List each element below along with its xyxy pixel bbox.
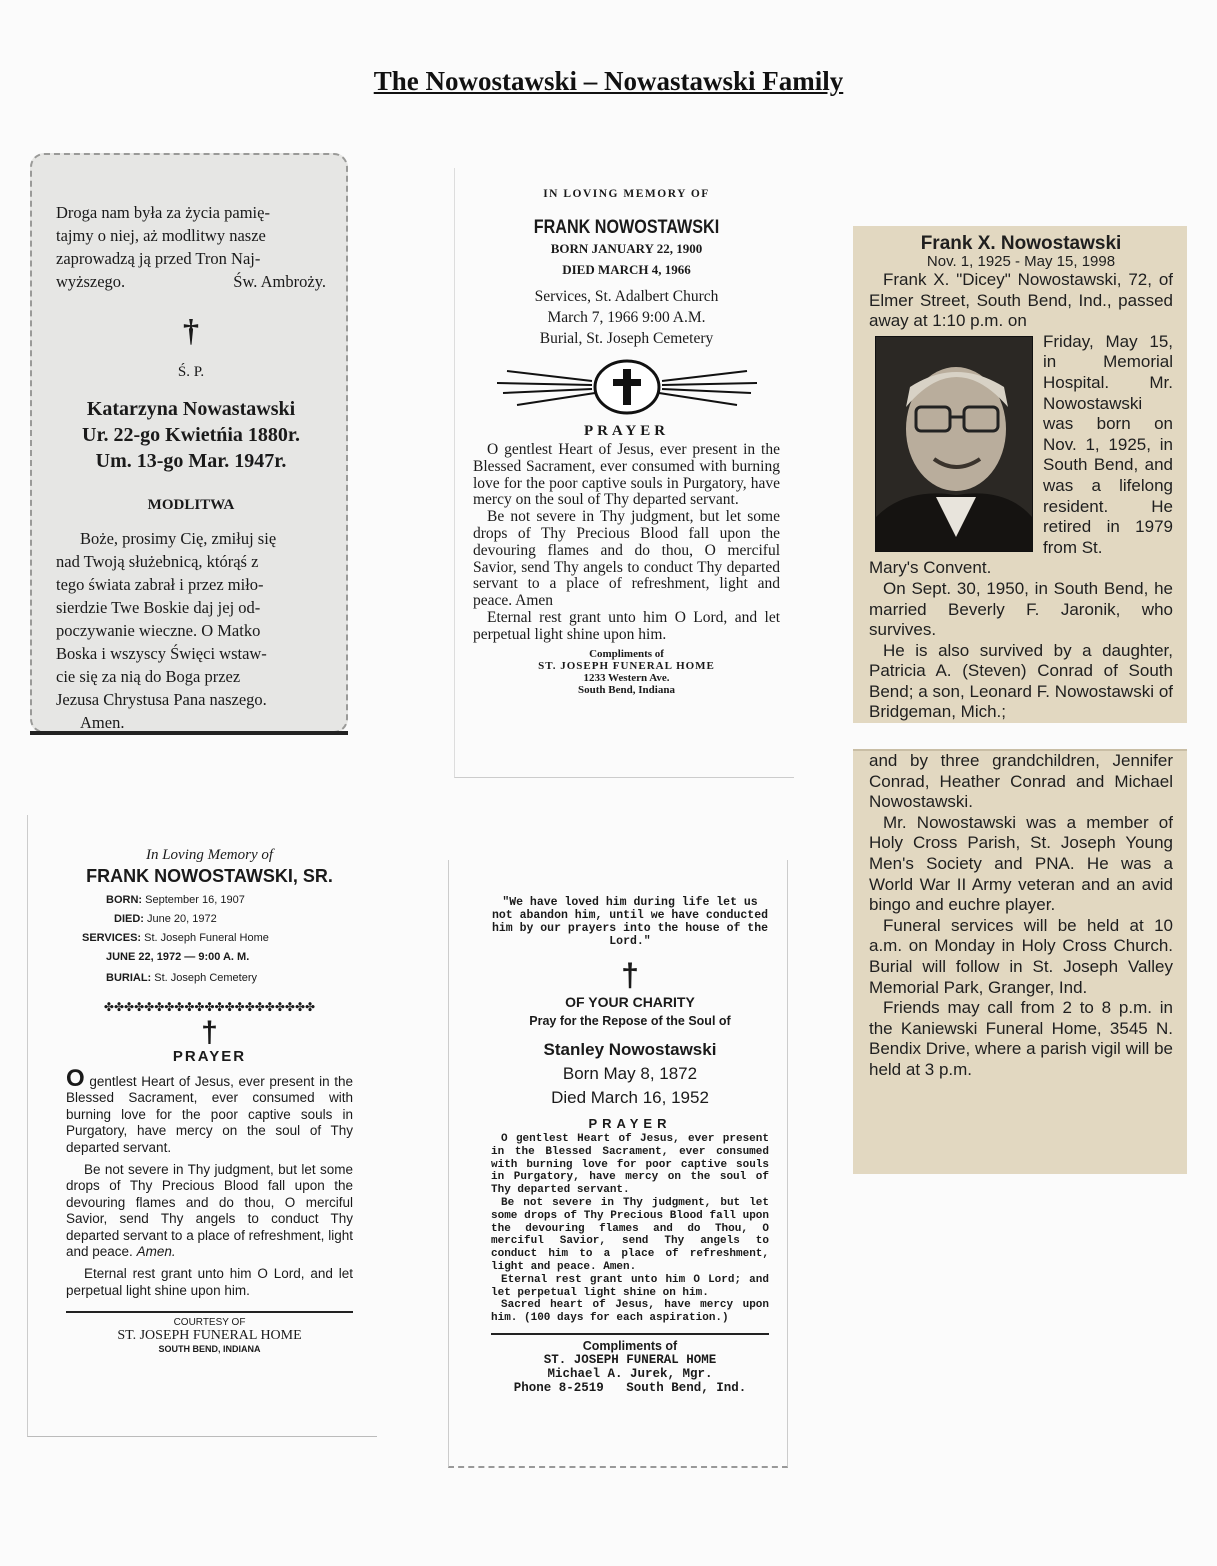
cross-icon: †	[621, 957, 639, 993]
death-date: Um. 13-go Mar. 1947r.	[95, 450, 287, 472]
obituary-intro: Frank X. "Dicey" Nowostawski, 72, of Elmer Street, South Bend, Ind., passed away at 1:10 p.m. on	[869, 270, 1173, 331]
card-header: In Loving Memory of	[145, 847, 274, 863]
services-line: Services, St. Adalbert Church	[534, 288, 719, 305]
funeral-home-city: South Bend, Indiana	[578, 683, 675, 696]
katarzyna-memorial-card	[30, 153, 348, 733]
prayer-heading: PRAYER	[588, 1116, 672, 1131]
prayer-text	[491, 1133, 769, 1325]
prayer-paragraph: Be not severe in Thy judgment, but let some drops of Thy Precious Blood fall upon the devouring flames and do Thou, O merciful Savior, send Thy angels to conduct him to a place of refreshment, light and peace. Amen.	[491, 1196, 769, 1273]
prayer-paragraph: Eternal rest grant unto him O Lord; and let perpetual light shine on him.	[491, 1273, 769, 1299]
born-value: September 16, 1907	[145, 894, 245, 906]
card-header: IN LOVING MEMORY OF	[543, 188, 710, 200]
verse	[56, 201, 326, 293]
funeral-home-contact	[491, 1381, 769, 1395]
services-line: Burial, St. Joseph Cemetery	[539, 330, 714, 347]
prayer-line: Jezusa Chrystusa Pana naszego.	[56, 690, 267, 709]
radiant-cross-icon	[497, 359, 757, 415]
prayer-1: gentlest Heart of Jesus, ever present in the Blessed Sacrament, ever consumed with burning love for the poor captive souls in Purgatory, have mercy on the soul of Thy departed servant.	[66, 1074, 353, 1155]
services-value: St. Joseph Funeral Home	[144, 932, 269, 944]
prayer-paragraph: Eternal rest grant unto him O Lord, and let perpetual light shine upon him.	[66, 1266, 353, 1298]
prayer-line: Boże, prosimy Cię, zmiłuj się	[80, 529, 277, 548]
verse-line	[56, 270, 326, 293]
prayer-text	[56, 527, 326, 734]
bottom-rule	[66, 1311, 353, 1313]
prayer-line: tego świata zabrał i przez miło-	[56, 575, 264, 594]
services-row	[82, 929, 353, 948]
prayer-2: Be not severe in Thy judgment, but let some drops of Thy Precious Blood fall upon the devouring flames and do thou, O merciful Savior, send Thy angels to conduct Thy departed servant to a place of refreshment, light and peace.	[66, 1162, 353, 1260]
prayer-heading: PRAYER	[583, 423, 670, 439]
frank-sr-memorial-card	[27, 815, 377, 1437]
obituary-photo	[875, 336, 1033, 552]
prayer-line: Boska i wszyscy Święci wstaw-	[56, 644, 267, 663]
prayer-paragraph: Sacred heart of Jesus, have mercy upon him. (100 days for each aspiration.)	[491, 1299, 769, 1325]
death-date: DIED MARCH 4, 1966	[562, 262, 691, 277]
obituary-beside-photo: Friday, May 15, in Memorial Hospital. Mr. Nowostawski was born on Nov. 1, 1925, in South Bend, and was a lifelong resident. He retired in 1979 from St.	[1043, 331, 1173, 557]
prayer-line: cie się za nią do Boga przez	[56, 667, 241, 686]
obituary-clipping	[853, 226, 1187, 1174]
prayer-amen: Amen.	[80, 713, 125, 732]
prayer-paragraph: O gentlest Heart of Jesus, ever present in the Blessed Sacrament, ever consumed with burning love for poor captive souls in Purgatory, have mercy on the soul of Thy departed servant.	[491, 1133, 769, 1197]
prayer-paragraph: Be not severe in Thy judgment, but let some drops of Thy Precious Blood fall upon the devouring flames and do thou, O merciful Savior, send Thy angels to conduct Thy departed servant to a place of refreshment, light and peace. Amen	[473, 508, 780, 610]
obituary-after-photo: Mary's Convent.	[869, 558, 992, 578]
born-date: Ur. 22-go Kwietńia 1880r.	[82, 424, 300, 446]
bottom-rule	[30, 731, 348, 735]
funeral-home-name: ST. JOSEPH FUNERAL HOME	[117, 1328, 302, 1344]
obituary-member: Mr. Nowostawski was a member of Holy Cross Parish, St. Joseph Young Men's Society and PNA. He was a World War II Army veteran and an avid bingo and euchre player.	[869, 812, 1173, 915]
frank-1966-memorial-card	[454, 168, 794, 778]
compliments-label: Compliments of	[582, 1338, 678, 1353]
obituary-married: On Sept. 30, 1950, in South Bend, he married Beverly F. Jaronik, who survives.	[869, 578, 1173, 640]
prayer-line: poczywanie wieczne. O Matko	[56, 621, 261, 640]
obituary-call: Friends may call from 2 to 8 p.m. in the Kaniewski Funeral Home, 3545 N. Bendix Drive, where a parish vigil will be held at 3 p.m.	[869, 998, 1173, 1079]
funeral-home-name: ST. JOSEPH FUNERAL HOME	[543, 1352, 717, 1367]
services-line: March 7, 1966 9:00 A.M.	[547, 309, 706, 326]
died-label: DIED:	[114, 913, 144, 925]
obituary-dates: Nov. 1, 1925 - May 15, 1998	[926, 253, 1116, 270]
born-date: Born May 8, 1872	[562, 1064, 698, 1083]
prayer-text	[473, 442, 780, 644]
prayer-paragraph	[66, 1065, 353, 1156]
obituary-survived: He is also survived by a daughter, Patricia A. (Steven) Conrad of South Bend; a son, Leonard F. Nowostawski of Bridgeman, Mich.;	[869, 640, 1173, 722]
deceased-name: FRANK NOWOSTAWSKI	[533, 217, 720, 238]
died-row	[106, 910, 353, 929]
burial-label: BURIAL:	[106, 972, 152, 984]
funeral-home-block	[473, 648, 780, 696]
born-label: BORN:	[106, 894, 143, 906]
quote: "We have loved him during life let us not abandon him, until we have conducted him by our prayers into the house of the Lord."	[491, 896, 769, 948]
prayer-paragraph: Eternal rest grant unto him O Lord, and let perpetual light shine upon him.	[473, 608, 780, 643]
death-date: Died March 16, 1952	[551, 1088, 709, 1107]
deceased-name: Stanley Nowostawski	[543, 1040, 717, 1059]
funeral-home-address: 1233 Western Ave.	[583, 671, 670, 684]
clipping-gap	[853, 723, 1187, 751]
pray-line: Pray for the Repose of the Soul of	[529, 1014, 731, 1028]
compliments-label: Compliments of	[589, 647, 664, 660]
cross-icon: †	[201, 1016, 218, 1049]
verse-line: zaprowadzą ją przed Tron Naj-	[56, 249, 261, 268]
deceased-name: FRANK NOWOSTAWSKI, SR.	[86, 866, 333, 886]
charity-heading: OF YOUR CHARITY	[565, 994, 695, 1010]
verse-author: Św. Ambroży.	[233, 272, 326, 291]
verse-line: tajmy o niej, aż modlitwy nasze	[56, 226, 266, 245]
services	[473, 286, 780, 349]
ornament-divider: ✤✤✤✤✤✤✤✤✤✤✤✤✤✤✤✤✤✤✤✤✤	[103, 1000, 316, 1014]
funeral-home-manager: Michael A. Jurek, Mgr.	[547, 1366, 713, 1381]
funeral-home-name: ST. JOSEPH FUNERAL HOME	[538, 659, 715, 672]
prayer-paragraph	[66, 1162, 353, 1260]
prayer-amen: Amen.	[136, 1244, 176, 1260]
portrait-image	[876, 337, 1032, 551]
funeral-home-city: South Bend, Ind.	[626, 1380, 747, 1395]
born-date: BORN JANUARY 22, 1900	[550, 241, 703, 256]
funeral-home-phone: Phone 8-2519	[513, 1380, 604, 1395]
died-value: June 20, 1972	[147, 913, 217, 925]
prayer-text	[66, 1065, 353, 1299]
burial-row	[106, 969, 353, 988]
page-title: The Nowostawski – Nowastawski Family	[373, 66, 844, 96]
burial-value: St. Joseph Cemetery	[154, 972, 257, 984]
deceased-name: Katarzyna Nowastawski	[86, 398, 296, 420]
prayer-line: nad Twoją służebnicą, którąś z	[56, 552, 259, 571]
prayer-paragraph: O gentlest Heart of Jesus, ever present in the Blessed Sacrament, ever consumed with burning love for the poor captive souls in Purgatory, have mercy on the soul of Thy departed servant.	[473, 441, 780, 509]
bottom-rule	[491, 1333, 769, 1335]
born-row	[106, 891, 353, 910]
services-time: JUNE 22, 1972 — 9:00 A. M.	[106, 951, 250, 963]
obituary-funeral: Funeral services will be held at 10 a.m. on Monday in Holy Cross Church. Burial will follow in St. Joseph Valley Memorial Park, Granger, Ind.	[869, 915, 1173, 997]
funeral-home-city: SOUTH BEND, INDIANA	[158, 1344, 261, 1355]
stanley-memorial-card	[448, 860, 788, 1468]
details	[66, 891, 353, 988]
cross-icon: †	[183, 312, 199, 348]
obituary-grandchildren: and by three grandchildren, Jennifer Conrad, Heather Conrad and Michael Nowostawski.	[869, 751, 1173, 812]
funeral-home-block	[491, 1353, 769, 1395]
prayer-line: sierdzie Twe Boskie daj jej od-	[56, 598, 261, 617]
services-label: SERVICES:	[82, 932, 142, 944]
verse-line: Droga nam była za życia pamię-	[56, 203, 270, 222]
sp-abbrev: Ś. P.	[177, 364, 205, 380]
courtesy-label: COURTESY OF	[173, 1317, 246, 1329]
prayer-heading: MODLITWA	[147, 497, 235, 513]
obituary-name: Frank X. Nowostawski	[920, 233, 1122, 254]
prayer-dropcap: O	[66, 1065, 85, 1092]
prayer-heading: PRAYER	[172, 1048, 247, 1065]
verse-last: wyższego.	[56, 272, 126, 291]
